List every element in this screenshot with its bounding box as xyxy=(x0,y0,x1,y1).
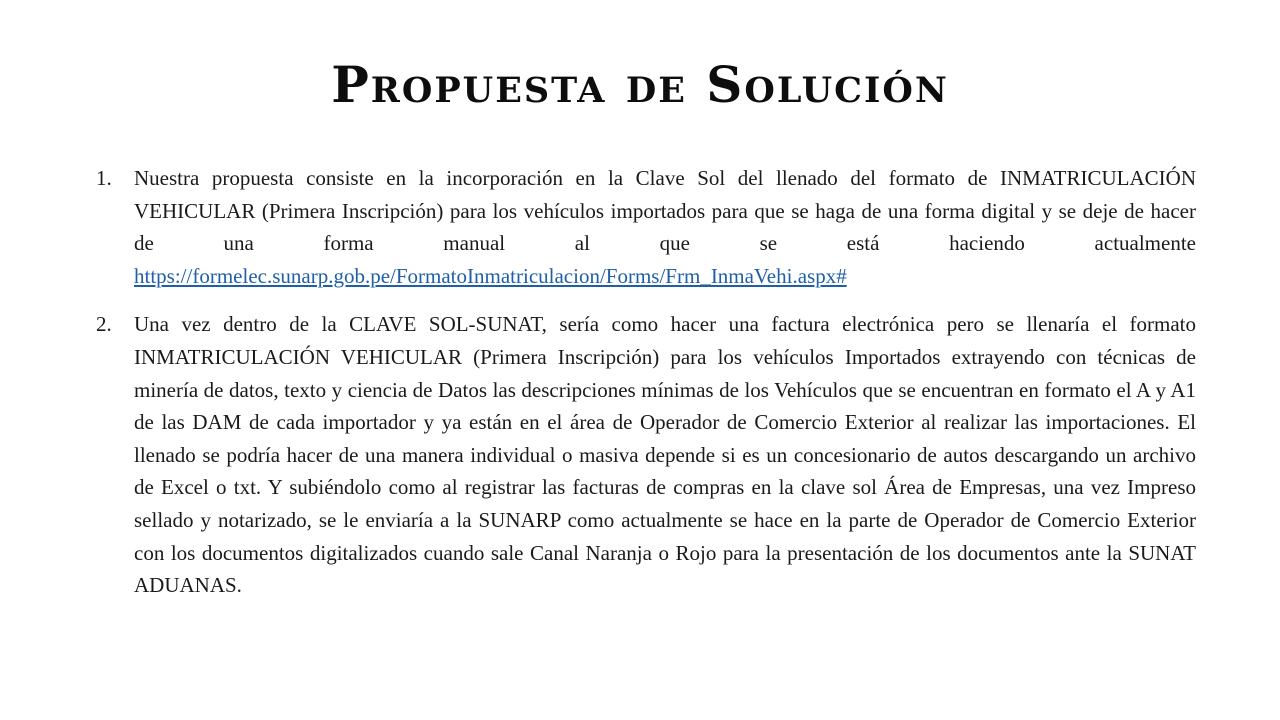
list-item xyxy=(96,308,1196,601)
list-item-text-container xyxy=(134,308,1196,601)
list-item-number: 2. xyxy=(96,312,112,337)
list-item-text-container xyxy=(134,162,1196,292)
slide-title: Propuesta de Solución xyxy=(331,55,949,114)
list-item-number: 1. xyxy=(96,166,112,190)
list-item xyxy=(96,162,1196,292)
list-item-text: Nuestra propuesta consiste en la incorporación en la Clave Sol del llenado del formato de INMATRICULACIÓN VEHICULAR (Primera Inscripción) para los vehículos importados para que se haga de una forma digital y se deje de hacer de una forma manual al que se está haciendo actualmente xyxy=(134,166,1196,256)
numbered-list xyxy=(96,162,1196,602)
list-item-text: Una vez dentro de la CLAVE SOL-SUNAT, sería como hacer una factura electrónica pero se llenaría el formato INMATRICULACIÓN VEHICULAR (Primera Inscripción) para los vehículos Importados extrayendo con técnicas de minería de datos, texto y ciencia de Datos las descripciones mínimas de los Vehículos que se encuentran en formato el A y A1 de las DAM de cada importador y ya están en el área de Operador de Comercio Exterior al realizar las importaciones. El llenado se podría hacer de una manera individual o masiva depende si es un concesionario de autos descargando un archivo de Excel o txt. Y subiéndolo como al registrar las facturas de compras en la clave sol Área de Empresas, una vez Impreso sellado y notarizado, se le enviaría a la SUNARP como actualmente se hace en la parte de Operador de Comercio Exterior con los documentos digitalizados cuando sale Canal Naranja o Rojo para la presentación de los documentos ante la SUNAT ADUANAS. xyxy=(134,312,1196,598)
formato-inmatriculacion-link[interactable]: https://formelec.sunarp.gob.pe/FormatoInmatriculacion/Forms/Frm_InmaVehi.aspx# xyxy=(134,263,847,288)
